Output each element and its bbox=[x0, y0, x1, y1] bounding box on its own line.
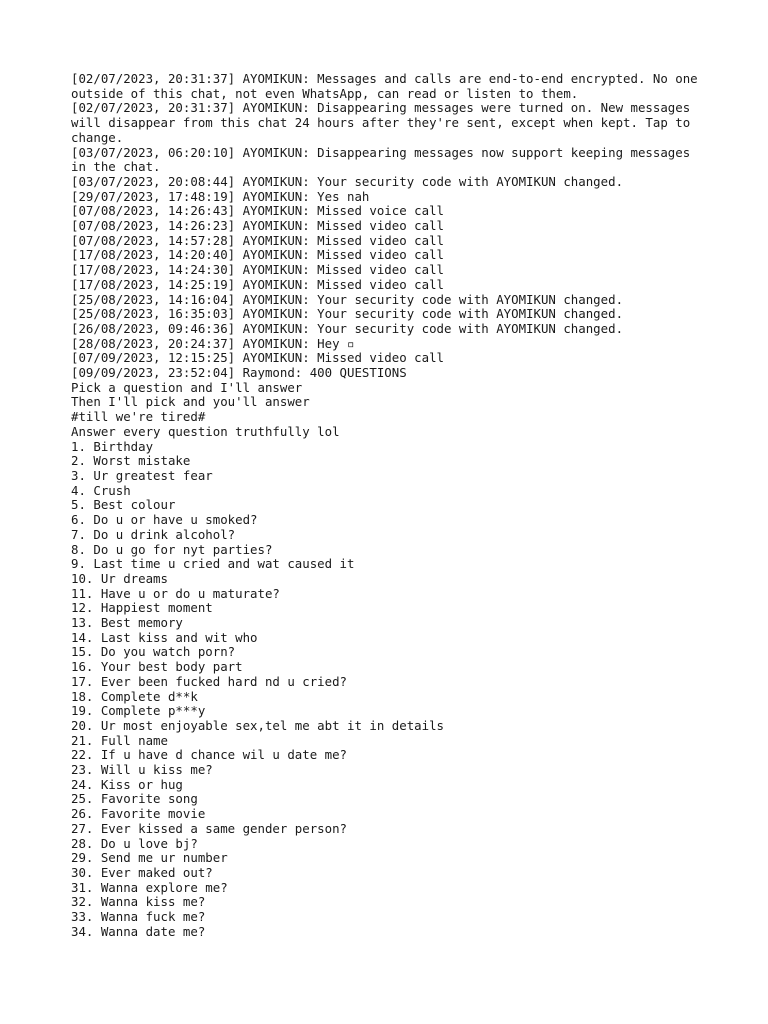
question-item: 21. Full name bbox=[71, 732, 168, 748]
log-line: [28/08/2023, 20:24:37] AYOMIKUN: Hey ▫ bbox=[71, 335, 355, 351]
log-line: [17/08/2023, 14:24:30] AYOMIKUN: Missed video call bbox=[71, 262, 444, 278]
question-item: 28. Do u love bj? bbox=[71, 835, 198, 851]
question-item: 4. Crush bbox=[71, 482, 131, 498]
log-line: [09/09/2023, 23:52:04] Raymond: 400 QUESTIONS bbox=[71, 365, 407, 381]
question-item: 30. Ever maked out? bbox=[71, 864, 213, 880]
question-item: 13. Best memory bbox=[71, 615, 183, 631]
chat-export-document bbox=[71, 72, 711, 939]
log-line: [26/08/2023, 09:46:36] AYOMIKUN: Your security code with AYOMIKUN changed. bbox=[71, 320, 624, 336]
question-item: 3. Ur greatest fear bbox=[71, 467, 213, 483]
question-item: 6. Do u or have u smoked? bbox=[71, 512, 258, 528]
question-item: 22. If u have d chance wil u date me? bbox=[71, 747, 348, 763]
question-item: 27. Ever kissed a same gender person? bbox=[71, 820, 348, 836]
question-item: 17. Ever been fucked hard nd u cried? bbox=[71, 673, 348, 689]
question-item: 19. Complete p***y bbox=[71, 703, 206, 719]
question-item: 32. Wanna kiss me? bbox=[71, 894, 206, 910]
question-item: 5. Best colour bbox=[71, 497, 176, 513]
question-item: 20. Ur most enjoyable sex,tel me abt it in details bbox=[71, 717, 444, 733]
log-line: [17/08/2023, 14:25:19] AYOMIKUN: Missed video call bbox=[71, 276, 444, 292]
question-item: 24. Kiss or hug bbox=[71, 776, 183, 792]
log-line: [02/07/2023, 20:31:37] AYOMIKUN: Disappearing messages were turned on. New messages will disappear from this chat 24 hours after they're sent, except when kept. Tap to change. bbox=[71, 100, 698, 145]
question-item: 34. Wanna date me? bbox=[71, 923, 206, 939]
question-item: 1. Birthday bbox=[71, 438, 154, 454]
question-item: 33. Wanna fuck me? bbox=[71, 909, 206, 925]
log-line: [03/07/2023, 06:20:10] AYOMIKUN: Disappearing messages now support keeping messages in the chat. bbox=[71, 144, 698, 175]
log-line: [02/07/2023, 20:31:37] AYOMIKUN: Messages and calls are end-to-end encrypted. No one outside of this chat, not even WhatsApp, can read or listen to them. bbox=[71, 71, 706, 101]
log-line: [03/07/2023, 20:08:44] AYOMIKUN: Your security code with AYOMIKUN changed. bbox=[71, 173, 624, 189]
question-item: 15. Do you watch porn? bbox=[71, 644, 236, 660]
question-item: 29. Send me ur number bbox=[71, 850, 228, 866]
log-line: [29/07/2023, 17:48:19] AYOMIKUN: Yes nah bbox=[71, 188, 370, 204]
question-item: 7. Do u drink alcohol? bbox=[71, 526, 236, 542]
question-item: 25. Favorite song bbox=[71, 791, 198, 807]
log-line: Pick a question and I'll answer bbox=[71, 379, 303, 395]
question-item: 16. Your best body part bbox=[71, 659, 243, 675]
question-item: 23. Will u kiss me? bbox=[71, 762, 213, 778]
log-line: [25/08/2023, 14:16:04] AYOMIKUN: Your security code with AYOMIKUN changed. bbox=[71, 291, 624, 307]
question-item: 31. Wanna explore me? bbox=[71, 879, 228, 895]
question-item: 9. Last time u cried and wat caused it bbox=[71, 556, 355, 572]
question-item: 18. Complete d**k bbox=[71, 688, 198, 704]
log-line: [07/08/2023, 14:26:23] AYOMIKUN: Missed video call bbox=[71, 218, 444, 234]
log-line: [07/08/2023, 14:57:28] AYOMIKUN: Missed video call bbox=[71, 232, 444, 248]
log-line: Then I'll pick and you'll answer bbox=[71, 394, 310, 410]
log-line: #till we're tired# bbox=[71, 409, 206, 425]
log-line: [17/08/2023, 14:20:40] AYOMIKUN: Missed video call bbox=[71, 247, 444, 263]
log-line: [07/09/2023, 12:15:25] AYOMIKUN: Missed video call bbox=[71, 350, 444, 366]
question-item: 10. Ur dreams bbox=[71, 570, 168, 586]
question-item: 14. Last kiss and wit who bbox=[71, 629, 258, 645]
question-item: 2. Worst mistake bbox=[71, 453, 191, 469]
question-item: 11. Have u or do u maturate? bbox=[71, 585, 280, 601]
log-line: Answer every question truthfully lol bbox=[71, 423, 340, 439]
question-item: 12. Happiest moment bbox=[71, 600, 213, 616]
log-line: [07/08/2023, 14:26:43] AYOMIKUN: Missed voice call bbox=[71, 203, 444, 219]
log-line: [25/08/2023, 16:35:03] AYOMIKUN: Your security code with AYOMIKUN changed. bbox=[71, 306, 624, 322]
question-item: 8. Do u go for nyt parties? bbox=[71, 541, 273, 557]
question-item: 26. Favorite movie bbox=[71, 806, 206, 822]
